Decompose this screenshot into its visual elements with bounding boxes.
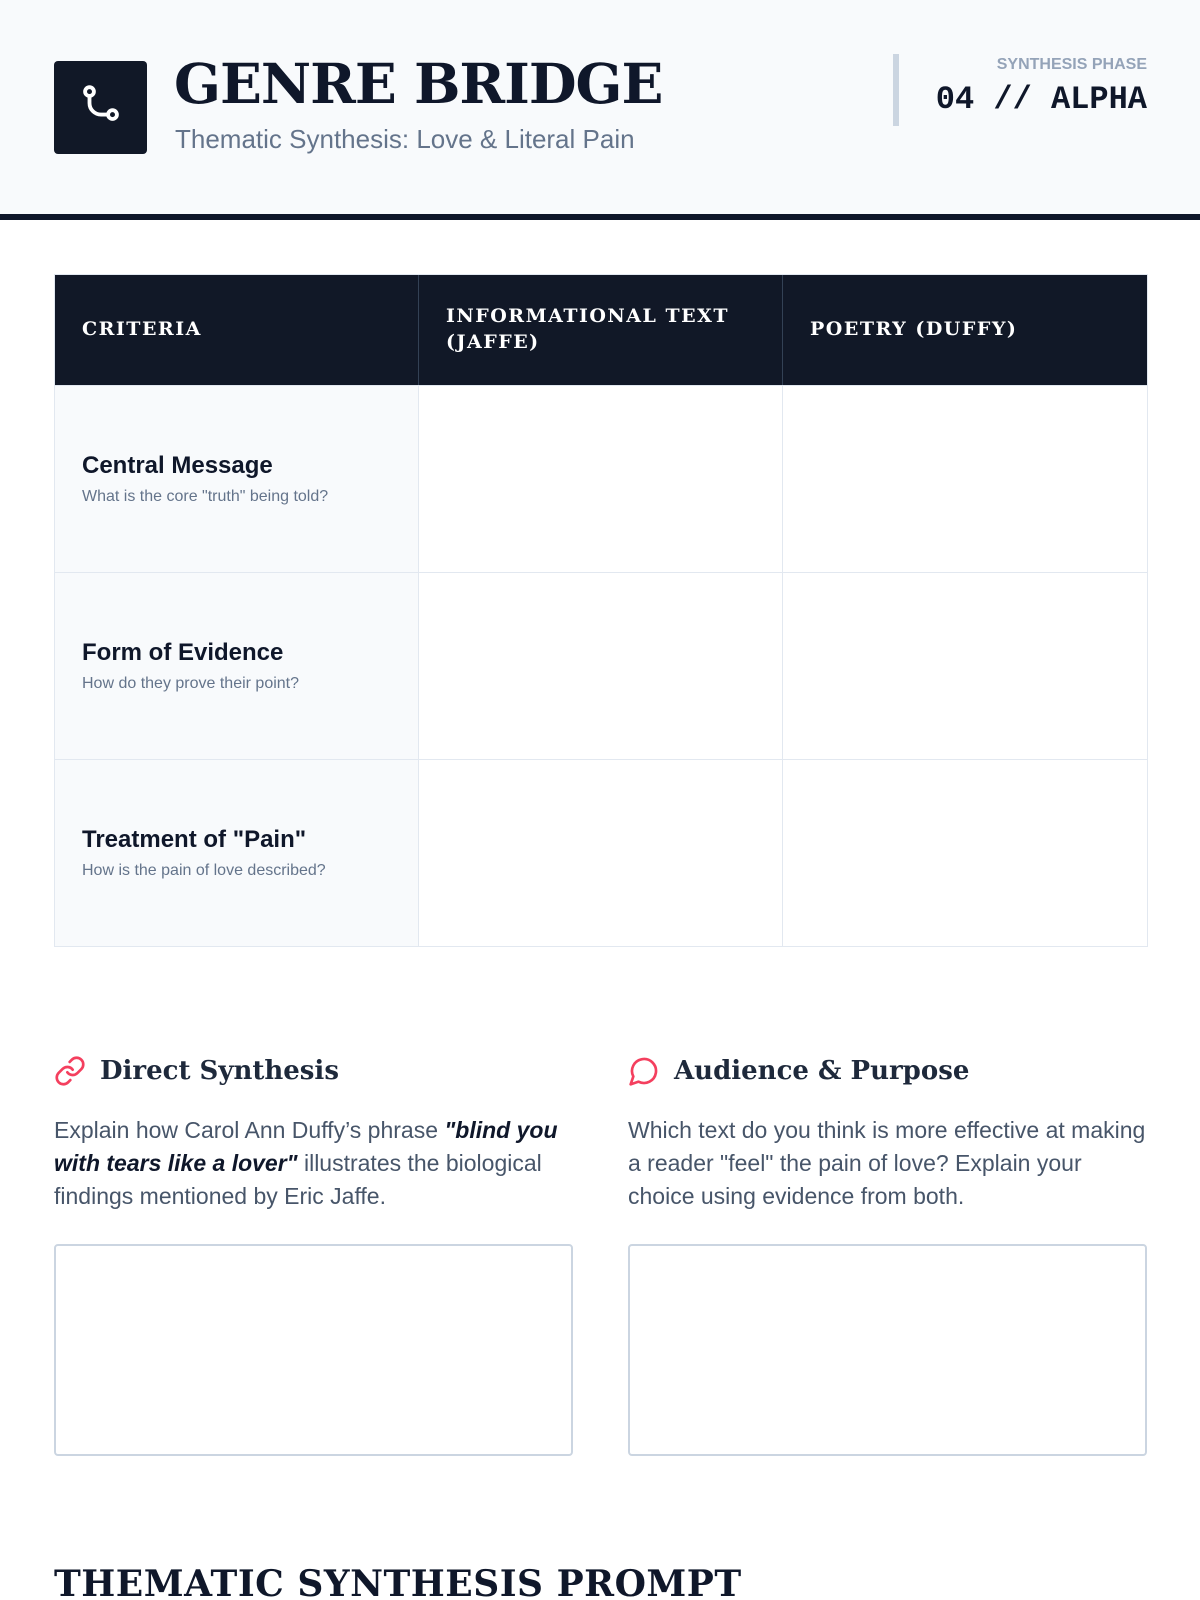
answer-box[interactable] bbox=[54, 1244, 573, 1456]
criteria-cell bbox=[55, 386, 419, 572]
answer-cell-poetry[interactable] bbox=[783, 760, 1147, 946]
section-prompt: Which text do you think is more effective at making a reader "feel" the pain of love? Explain your choice using evidence from both. bbox=[628, 1117, 1146, 1209]
table-header-row bbox=[55, 275, 1147, 385]
criteria-title: Treatment of "Pain" bbox=[82, 826, 307, 853]
phase-label: SYNTHESIS PHASE bbox=[996, 56, 1147, 73]
page-subtitle: Thematic Synthesis: Love & Literal Pain bbox=[175, 124, 635, 154]
column-header-poetry: POETRY (DUFFY) bbox=[810, 318, 1018, 341]
column-header-informational: INFORMATIONAL TEXT (JAFFE) bbox=[419, 275, 783, 385]
criteria-prompt: How do they prove their point? bbox=[82, 674, 300, 692]
criteria-cell bbox=[55, 573, 419, 759]
criteria-prompt: How is the pain of love described? bbox=[82, 861, 326, 879]
direct-synthesis-section bbox=[54, 1054, 574, 1213]
answer-cell-informational[interactable] bbox=[419, 760, 783, 946]
answer-cell-poetry[interactable] bbox=[783, 386, 1147, 572]
quoted-phrase: "blind you with tears like a lover" bbox=[54, 1117, 558, 1176]
section-title: Direct Synthesis bbox=[100, 1056, 339, 1086]
logo bbox=[54, 61, 147, 154]
section-prompt bbox=[54, 1114, 574, 1213]
link-icon bbox=[54, 1055, 86, 1087]
phase-divider bbox=[893, 54, 899, 126]
table-row bbox=[55, 385, 1147, 572]
criteria-prompt: What is the core "truth" being told? bbox=[82, 487, 329, 505]
answer-box[interactable] bbox=[628, 1244, 1147, 1456]
criteria-title: Form of Evidence bbox=[82, 639, 284, 666]
branch-icon bbox=[78, 82, 124, 133]
prompt-text: Explain how Carol Ann Duffy’s phrase bbox=[54, 1117, 445, 1143]
phase-value: 04 // ALPHA bbox=[935, 81, 1147, 118]
page-header bbox=[0, 0, 1200, 220]
speech-bubble-icon bbox=[628, 1055, 660, 1087]
section-title: Audience & Purpose bbox=[674, 1056, 970, 1086]
section-header bbox=[54, 1054, 574, 1088]
criteria-title: Central Message bbox=[82, 452, 273, 479]
answer-cell-poetry[interactable] bbox=[783, 573, 1147, 759]
column-header-criteria: CRITERIA bbox=[55, 275, 419, 385]
table-row bbox=[55, 572, 1147, 759]
criteria-cell bbox=[55, 760, 419, 946]
table-row bbox=[55, 759, 1147, 946]
audience-purpose-section bbox=[628, 1054, 1148, 1213]
section-header bbox=[628, 1054, 1148, 1088]
comparison-table bbox=[54, 274, 1148, 947]
prompt-heading: THEMATIC SYNTHESIS PROMPT bbox=[54, 1563, 742, 1600]
page-title: GENRE BRIDGE bbox=[174, 51, 663, 116]
answer-cell-informational[interactable] bbox=[419, 386, 783, 572]
prompt-text: illustrates the biological findings mentioned by Eric Jaffe. bbox=[54, 1150, 542, 1209]
answer-cell-informational[interactable] bbox=[419, 573, 783, 759]
